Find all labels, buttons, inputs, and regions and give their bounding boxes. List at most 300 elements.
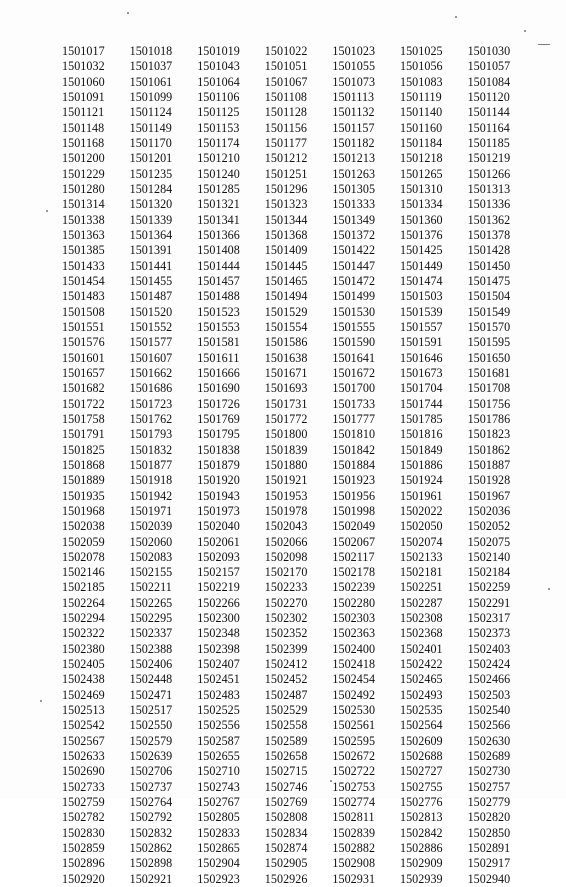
number-cell: 1501530: [332, 304, 376, 319]
number-cell: 1502487: [264, 687, 308, 702]
number-cell: 1502830: [62, 825, 105, 840]
number-cell: 1501333: [332, 197, 376, 212]
number-cell: 1502337: [129, 626, 173, 641]
number-cell: 1502757: [467, 779, 511, 794]
number-cell: 1502926: [264, 871, 308, 886]
number-cell: 1501682: [62, 381, 105, 396]
number-cell: 1501494: [264, 289, 308, 304]
number-cell: 1501313: [467, 181, 511, 196]
table-row: [62, 259, 532, 274]
number-cell: 1501973: [197, 503, 240, 518]
number-cell: 1502917: [467, 856, 511, 871]
number-cell: 1501953: [264, 488, 308, 503]
scan-speck: [524, 30, 526, 32]
number-cell: 1501772: [264, 411, 308, 426]
number-cell: 1501968: [62, 503, 105, 518]
number-cell: 1502923: [197, 871, 240, 886]
number-cell: 1502690: [62, 764, 105, 779]
number-cell: 1501450: [467, 258, 511, 273]
number-cell: 1501832: [129, 442, 173, 457]
number-cell: 1501447: [332, 258, 376, 273]
number-cell: 1501219: [467, 151, 511, 166]
table-row: [62, 75, 532, 90]
number-cell: 1502805: [197, 810, 240, 825]
number-cell: 1501681: [467, 365, 511, 380]
table-row: [62, 657, 532, 672]
number-cell: 1502904: [197, 856, 240, 871]
number-cell: 1502178: [332, 565, 376, 580]
number-cell: 1502270: [264, 595, 308, 610]
number-cell: 1501128: [264, 105, 308, 120]
number-cell: 1501552: [129, 319, 173, 334]
number-cell: 1502909: [399, 856, 443, 871]
number-cell: 1501923: [332, 473, 376, 488]
number-cell: 1502074: [399, 534, 443, 549]
number-cell: 1501210: [197, 151, 240, 166]
scan-speck: [548, 588, 550, 590]
number-cell: 1502066: [264, 534, 308, 549]
number-cell: 1501454: [62, 273, 105, 288]
scan-speck: [127, 12, 129, 14]
number-cell: 1502609: [399, 733, 443, 748]
number-cell: 1501334: [399, 197, 443, 212]
number-cell: 1502886: [399, 841, 443, 856]
number-cell: 1501879: [197, 457, 240, 472]
number-cell: 1502264: [62, 595, 105, 610]
number-cell: 1501030: [467, 44, 511, 58]
number-cell: 1501229: [62, 166, 105, 181]
number-cell: 1502266: [197, 595, 240, 610]
number-cell: 1502075: [467, 534, 511, 549]
table-row: [62, 826, 532, 841]
number-cell: 1502706: [129, 764, 173, 779]
number-cell: 1501144: [467, 105, 510, 120]
table-row: [62, 443, 532, 458]
number-cell: 1501285: [197, 181, 240, 196]
number-cell: 1502737: [129, 779, 173, 794]
number-cell: 1501686: [129, 381, 173, 396]
table-row: [62, 59, 532, 74]
table-row: [62, 90, 532, 105]
number-cell: 1502493: [399, 687, 443, 702]
number-cell: 1501174: [197, 135, 240, 150]
number-cell: 1502300: [197, 611, 240, 626]
number-cell: 1502146: [62, 565, 105, 580]
table-row: [62, 197, 532, 212]
number-cell: 1501581: [197, 335, 240, 350]
number-cell: 1501124: [129, 105, 172, 120]
number-cell: 1502820: [467, 810, 511, 825]
number-cell: 1501168: [62, 135, 105, 150]
number-cell: 1501061: [129, 74, 173, 89]
number-cell: 1501671: [264, 365, 308, 380]
table-row: [62, 749, 532, 764]
number-cell: 1502850: [467, 825, 511, 840]
table-row: [62, 596, 532, 611]
table-row: [62, 703, 532, 718]
number-table: [62, 44, 532, 887]
number-cell: 1502368: [399, 626, 443, 641]
table-row: [62, 121, 532, 136]
number-cell: 1501756: [467, 396, 511, 411]
number-cell: 1501499: [332, 289, 376, 304]
number-cell: 1502117: [332, 549, 375, 564]
number-cell: 1501184: [399, 135, 443, 150]
table-row: [62, 535, 532, 550]
number-cell: 1501555: [332, 319, 376, 334]
number-cell: 1502251: [399, 580, 443, 595]
number-cell: 1502921: [129, 871, 173, 886]
number-cell: 1502633: [62, 749, 105, 764]
number-cell: 1502399: [264, 641, 308, 656]
number-cell: 1501591: [399, 335, 443, 350]
table-row: [62, 335, 532, 350]
table-row: [62, 872, 532, 887]
number-cell: 1501408: [197, 243, 240, 258]
table-row: [62, 136, 532, 151]
number-cell: 1501385: [62, 243, 105, 258]
table-row: [62, 672, 532, 687]
number-cell: 1501777: [332, 411, 376, 426]
number-cell: 1501595: [467, 335, 511, 350]
table-row: [62, 626, 532, 641]
number-cell: 1501200: [62, 151, 105, 166]
number-cell: 1501646: [399, 350, 443, 365]
number-cell: 1501019: [197, 44, 240, 58]
number-cell: 1501153: [197, 120, 240, 135]
table-row: [62, 780, 532, 795]
number-cell: 1501918: [129, 473, 173, 488]
number-cell: 1502233: [264, 580, 308, 595]
number-cell: 1502782: [62, 810, 105, 825]
number-cell: 1501017: [62, 44, 105, 58]
number-cell: 1502779: [467, 795, 511, 810]
number-cell: 1501060: [62, 74, 105, 89]
scan-speck: [46, 210, 48, 212]
number-cell: 1501921: [264, 473, 308, 488]
number-cell: 1501428: [467, 243, 511, 258]
number-cell: 1502352: [264, 626, 308, 641]
number-cell: 1502424: [467, 657, 511, 672]
number-cell: 1502587: [197, 733, 240, 748]
scan-speck: [330, 780, 332, 782]
number-cell: 1502940: [467, 871, 511, 886]
number-cell: 1501785: [399, 411, 443, 426]
number-cell: 1502517: [129, 703, 173, 718]
number-cell: 1502896: [62, 856, 105, 871]
number-cell: 1502764: [129, 795, 173, 810]
number-cell: 1502422: [399, 657, 443, 672]
number-cell: 1501868: [62, 457, 105, 472]
number-cell: 1501378: [467, 227, 511, 242]
number-cell: 1501483: [62, 289, 105, 304]
number-cell: 1502302: [264, 611, 308, 626]
number-cell: 1502727: [399, 764, 443, 779]
number-cell: 1501263: [332, 166, 376, 181]
number-cell: 1502595: [332, 733, 376, 748]
table-row: [62, 412, 532, 427]
number-cell: 1501611: [197, 350, 240, 365]
number-cell: 1501971: [129, 503, 173, 518]
number-cell: 1501201: [129, 151, 173, 166]
number-cell: 1501457: [197, 273, 240, 288]
number-cell: 1502157: [197, 565, 240, 580]
number-cell: 1502280: [332, 595, 376, 610]
number-cell: 1501554: [264, 319, 308, 334]
number-cell: 1501956: [332, 488, 376, 503]
number-cell: 1501170: [129, 135, 172, 150]
number-cell: 1502388: [129, 641, 173, 656]
scan-speck: [40, 700, 42, 702]
number-cell: 1501607: [129, 350, 173, 365]
number-cell: 1501928: [467, 473, 511, 488]
number-cell: 1501148: [62, 120, 105, 135]
number-cell: 1501323: [264, 197, 308, 212]
number-cell: 1502920: [62, 871, 105, 886]
table-row: [62, 167, 532, 182]
number-cell: 1502730: [467, 764, 511, 779]
number-cell: 1501786: [467, 411, 511, 426]
number-cell: 1502561: [332, 718, 376, 733]
number-cell: 1501132: [332, 105, 375, 120]
number-cell: 1501310: [399, 181, 443, 196]
table-row: [62, 213, 532, 228]
number-cell: 1501793: [129, 427, 173, 442]
table-row: [62, 381, 532, 396]
number-cell: 1501586: [264, 335, 308, 350]
number-cell: 1502492: [332, 687, 376, 702]
table-row: [62, 228, 532, 243]
number-cell: 1501839: [264, 442, 308, 457]
number-cell: 1502525: [197, 703, 240, 718]
table-row: [62, 734, 532, 749]
table-row: [62, 397, 532, 412]
number-cell: 1501320: [129, 197, 173, 212]
number-cell: 1502483: [197, 687, 240, 702]
table-row: [62, 611, 532, 626]
number-cell: 1502639: [129, 749, 173, 764]
number-cell: 1501113: [332, 89, 375, 104]
number-cell: 1502049: [332, 519, 376, 534]
number-cell: 1501920: [197, 473, 240, 488]
number-cell: 1501106: [197, 89, 240, 104]
number-cell: 1502438: [62, 672, 105, 687]
number-cell: 1502407: [197, 657, 240, 672]
number-cell: 1501251: [264, 166, 308, 181]
number-cell: 1502098: [264, 549, 308, 564]
table-row: [62, 489, 532, 504]
number-cell: 1501570: [467, 319, 511, 334]
number-cell: 1501472: [332, 273, 376, 288]
table-row: [62, 718, 532, 733]
number-cell: 1502566: [467, 718, 511, 733]
table-row: [62, 305, 532, 320]
table-row: [62, 243, 532, 258]
number-cell: 1501795: [197, 427, 240, 442]
number-cell: 1501321: [197, 197, 240, 212]
number-cell: 1502295: [129, 611, 173, 626]
number-cell: 1502294: [62, 611, 105, 626]
number-cell: 1501339: [129, 212, 173, 227]
number-cell: 1502093: [197, 549, 240, 564]
number-cell: 1501338: [62, 212, 105, 227]
number-cell: 1501177: [264, 135, 308, 150]
number-cell: 1502181: [399, 565, 443, 580]
number-cell: 1501445: [264, 258, 308, 273]
number-cell: 1502140: [467, 549, 511, 564]
table-row: [62, 289, 532, 304]
number-cell: 1502689: [467, 749, 511, 764]
number-cell: 1501769: [197, 411, 240, 426]
table-row: [62, 473, 532, 488]
number-cell: 1501349: [332, 212, 376, 227]
number-cell: 1502059: [62, 534, 105, 549]
number-cell: 1502061: [197, 534, 240, 549]
number-cell: 1502265: [129, 595, 173, 610]
number-cell: 1501998: [332, 503, 376, 518]
number-cell: 1502239: [332, 580, 376, 595]
number-cell: 1501877: [129, 457, 173, 472]
number-cell: 1502939: [399, 871, 443, 886]
number-cell: 1502219: [197, 580, 240, 595]
number-cell: 1501360: [399, 212, 443, 227]
number-cell: 1501529: [264, 304, 308, 319]
number-cell: 1501344: [264, 212, 308, 227]
number-cell: 1501056: [399, 59, 443, 74]
number-cell: 1502317: [467, 611, 511, 626]
number-cell: 1502322: [62, 626, 105, 641]
number-cell: 1502083: [129, 549, 173, 564]
number-cell: 1501886: [399, 457, 443, 472]
number-cell: 1502043: [264, 519, 308, 534]
number-cell: 1501266: [467, 166, 511, 181]
table-row: [62, 44, 532, 59]
number-cell: 1501666: [197, 365, 240, 380]
table-row: [62, 642, 532, 657]
number-cell: 1501073: [332, 74, 376, 89]
number-cell: 1502811: [332, 810, 375, 825]
number-cell: 1501823: [467, 427, 511, 442]
number-cell: 1501160: [399, 120, 443, 135]
number-cell: 1501943: [197, 488, 240, 503]
number-cell: 1501409: [264, 243, 308, 258]
number-cell: 1502398: [197, 641, 240, 656]
number-cell: 1502406: [129, 657, 173, 672]
number-cell: 1502743: [197, 779, 240, 794]
number-cell: 1501091: [62, 89, 105, 104]
number-cell: 1501025: [399, 44, 443, 58]
number-cell: 1501182: [332, 135, 375, 150]
table-row: [62, 565, 532, 580]
number-cell: 1501967: [467, 488, 511, 503]
number-cell: 1501108: [264, 89, 308, 104]
number-cell: 1502078: [62, 549, 105, 564]
number-cell: 1502400: [332, 641, 376, 656]
number-cell: 1501690: [197, 381, 240, 396]
number-cell: 1501723: [129, 396, 173, 411]
number-cell: 1502211: [129, 580, 172, 595]
number-cell: 1501708: [467, 381, 511, 396]
number-cell: 1502060: [129, 534, 173, 549]
number-cell: 1501057: [467, 59, 511, 74]
number-cell: 1502405: [62, 657, 105, 672]
number-cell: 1502755: [399, 779, 443, 794]
number-cell: 1501119: [399, 89, 442, 104]
number-cell: 1502833: [197, 825, 240, 840]
number-cell: 1502564: [399, 718, 443, 733]
number-cell: 1502715: [264, 764, 308, 779]
number-cell: 1502451: [197, 672, 240, 687]
number-cell: 1501018: [129, 44, 173, 58]
scan-speck: [538, 44, 550, 45]
number-cell: 1501800: [264, 427, 308, 442]
number-cell: 1502813: [399, 810, 443, 825]
number-cell: 1502774: [332, 795, 376, 810]
number-cell: 1501816: [399, 427, 443, 442]
number-cell: 1501731: [264, 396, 308, 411]
number-cell: 1501043: [197, 59, 240, 74]
number-cell: 1501235: [129, 166, 173, 181]
number-cell: 1502448: [129, 672, 173, 687]
number-cell: 1502839: [332, 825, 376, 840]
number-cell: 1501055: [332, 59, 376, 74]
number-cell: 1501422: [332, 243, 376, 258]
number-cell: 1502412: [264, 657, 308, 672]
number-cell: 1501508: [62, 304, 105, 319]
number-cell: 1501722: [62, 396, 105, 411]
number-cell: 1501341: [197, 212, 240, 227]
number-cell: 1502184: [467, 565, 511, 580]
number-cell: 1502874: [264, 841, 308, 856]
number-cell: 1501474: [399, 273, 443, 288]
number-cell: 1501825: [62, 442, 105, 457]
number-cell: 1501880: [264, 457, 308, 472]
number-cell: 1502882: [332, 841, 376, 856]
number-cell: 1501523: [197, 304, 240, 319]
table-row: [62, 427, 532, 442]
number-cell: 1501157: [332, 120, 375, 135]
number-cell: 1501889: [62, 473, 105, 488]
number-cell: 1502862: [129, 841, 173, 856]
number-cell: 1501553: [197, 319, 240, 334]
number-cell: 1502672: [332, 749, 376, 764]
number-cell: 1501444: [197, 258, 240, 273]
number-cell: 1502513: [62, 703, 105, 718]
number-cell: 1502454: [332, 672, 376, 687]
number-cell: 1501067: [264, 74, 308, 89]
number-cell: 1501265: [399, 166, 443, 181]
number-cell: 1501862: [467, 442, 511, 457]
table-row: [62, 841, 532, 856]
number-cell: 1502471: [129, 687, 173, 702]
number-cell: 1502040: [197, 519, 240, 534]
number-cell: 1501051: [264, 59, 308, 74]
number-cell: 1502039: [129, 519, 173, 534]
number-cell: 1501650: [467, 350, 511, 365]
number-cell: 1501520: [129, 304, 173, 319]
table-row: [62, 795, 532, 810]
number-cell: 1501887: [467, 457, 511, 472]
number-cell: 1502722: [332, 764, 376, 779]
number-cell: 1502052: [467, 519, 511, 534]
number-cell: 1502556: [197, 718, 240, 733]
number-cell: 1501156: [264, 120, 308, 135]
number-cell: 1501924: [399, 473, 443, 488]
number-cell: 1502658: [264, 749, 308, 764]
table-row: [62, 458, 532, 473]
table-row: [62, 810, 532, 825]
number-cell: 1501762: [129, 411, 173, 426]
